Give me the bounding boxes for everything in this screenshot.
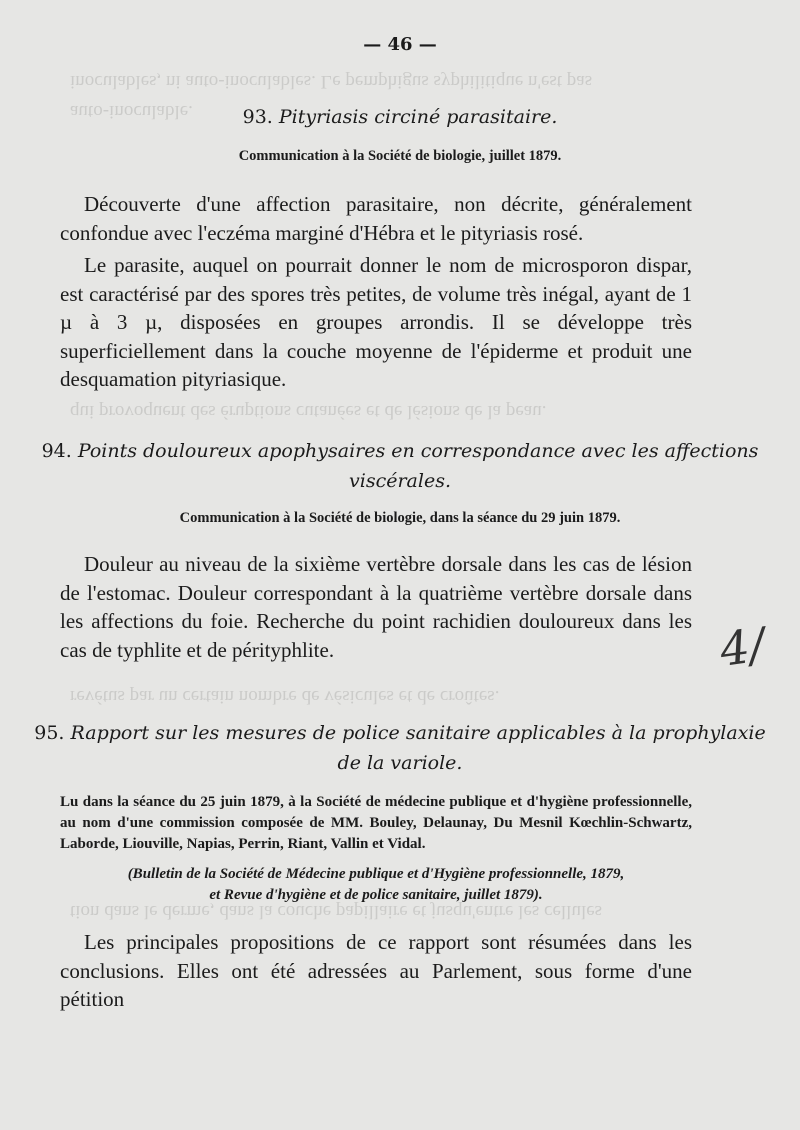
bleed-through-text: qui provoquent des éruptions cutanées et de lésions de la peau. [70,401,547,422]
section-title: Pityriasis circiné parasitaire. [278,106,558,128]
bleed-through-text: auto-inoculable. [70,101,193,122]
section-95-title-line2: de la variole. [337,752,463,774]
section-95-bulletin-line1: (Bulletin de la Société de Médecine publique et d'Hygiène professionnelle, 1879, [127,866,625,882]
section-number: 94. [41,440,72,462]
section-title-line1: Points douloureux apophysaires en correspondance avec les affections [77,440,759,462]
section-93-title [0,106,800,128]
section-95-paragraph-1: Les principales propositions de ce rapport sont résumées dans les conclusions. Elles ont été adressées au Parlement, sous forme d'une pétition [60,930,692,1012]
bleed-through-text: revétus par un certain nombre de vésicules et de croûtes. [70,686,500,707]
section-number: 93. [242,106,273,128]
section-title-line1: Rapport sur les mesures de police sanitaire applicables à la prophylaxie [70,722,766,744]
section-93-paragraph-2: Le parasite, auquel on pourrait donner le nom de microsporon dispar, est caractérisé par des spores très petites, de volume très inégal, ayant de 1 µ à 3 µ, disposées en groupes arrondis. Il se développe très superficiellement dans la couche moyenne de l'épiderme et produit une desquamation pityriasique. [60,253,692,392]
section-94-title [0,440,800,462]
bleed-through-text: tion dans le derme, dans la couche papillaire et jusqu'entre les cellules [70,901,603,922]
section-94-paragraph-1: Douleur au niveau de la sixième vertèbre dorsale dans les cas de lésion de l'estomac. Douleur correspondant à la quatrième vertèbre dorsale dans les affections du foie. Recherche du point rachidien douloureux dans les cas de typhlite et de pérityphlite. [60,552,692,662]
section-95-title [0,722,800,744]
section-95-bulletin-line2: et Revue d'hygiène et de police sanitaire, juillet 1879). [209,887,543,903]
page-number: — 46 — [363,34,437,55]
section-number: 95. [34,722,65,744]
section-93-paragraph-1: Découverte d'une affection parasitaire, non décrite, généralement confondue avec l'eczéma marginé d'Hébra et le pityriasis rosé. [60,192,692,245]
section-93-communication: Communication à la Société de biologie, juillet 1879. [238,148,562,164]
section-95-reading-note: Lu dans la séance du 25 juin 1879, à la Société de médecine publique et d'hygiène professionnelle, au nom d'une commission composée de MM. Bouley, Delaunay, Du Mesnil Kœchlin-Schwartz, Laborde, Liouville, Napias, Perrin, Riant, Vallin et Vidal. [60,794,692,852]
handwritten-margin-mark: 4/ [716,617,769,677]
section-94-communication: Communication à la Société de biologie, dans la séance du 29 juin 1879. [179,510,621,526]
section-94-title-line2: viscérales. [349,470,451,492]
bleed-through-text: inoculables, ni auto-inoculables. Le pemphigus syphilitique n'est pas [70,71,593,92]
